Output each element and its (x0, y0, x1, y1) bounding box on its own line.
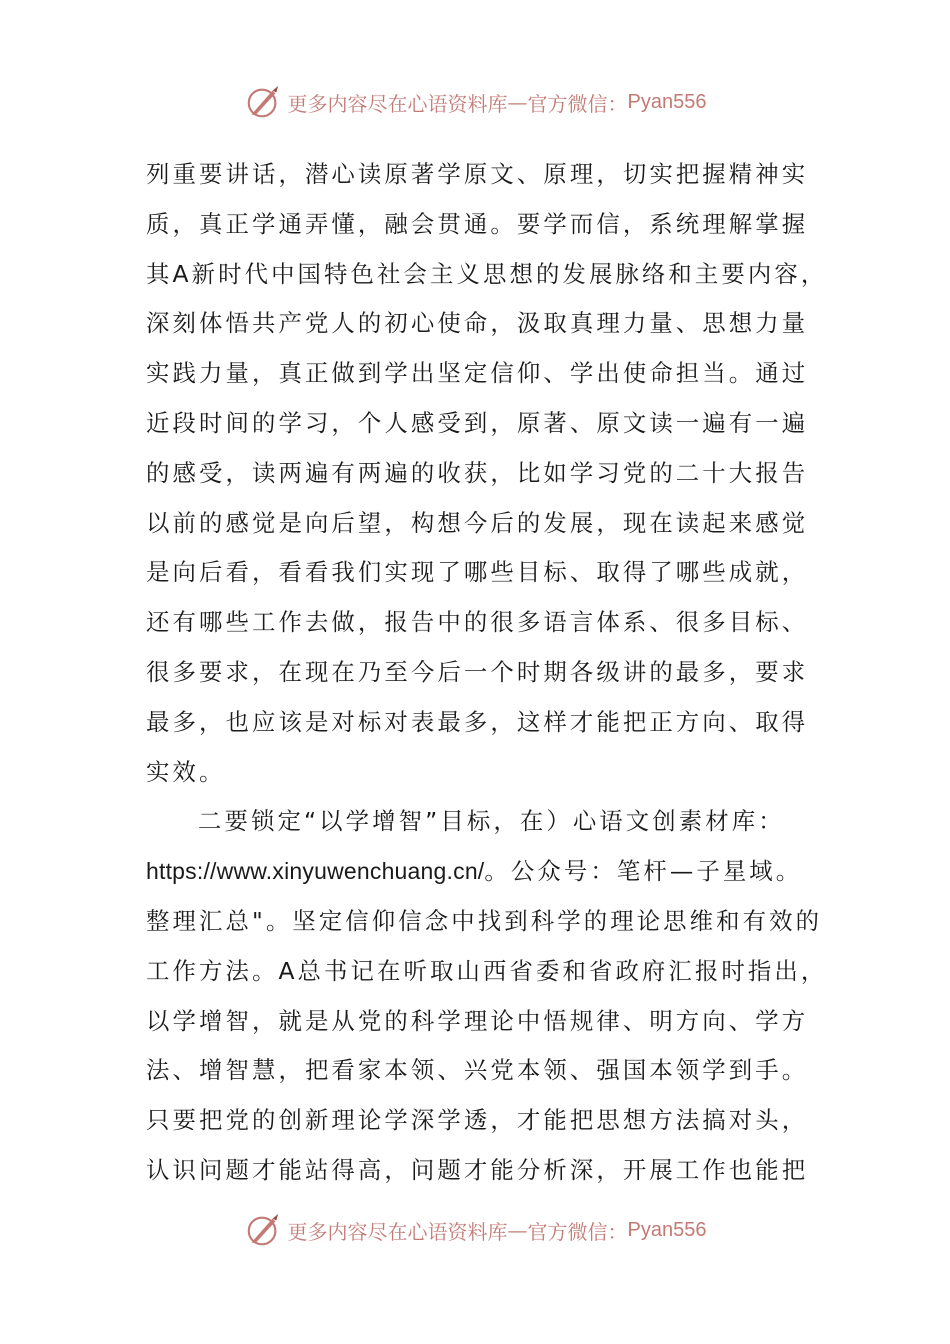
paragraph1-line: 实践力量，真正做到学出坚定信仰、学出使命担当。通过 (146, 359, 809, 388)
website-link[interactable]: https://www.xinyuwenchuang.cn/ (146, 858, 485, 885)
paragraph1-line: 是向后看，看看我们实现了哪些目标、取得了哪些成就， (146, 558, 809, 587)
paragraph1-line: 列重要讲话，潜心读原著学原文、原理，切实把握精神实 (146, 160, 809, 188)
footer-banner-text: 更多内容尽在心语资料库 (287, 1219, 508, 1244)
paragraph2-url-line (146, 847, 826, 897)
paragraph1-line: 很多要求，在现在乃至今后一个时期各级讲的最多，要求 (146, 657, 809, 686)
paragraph2-line: 认识问题才能站得高，问题才能分析深，开展工作也能把 (146, 1155, 809, 1184)
header-banner-text: 更多内容尽在心语资料库 (287, 91, 508, 116)
footer-banner-separator: — (507, 1218, 528, 1242)
paragraph2-line: 法、增智慧，把看家本领、兴党本领、强国本领学到手。 (146, 1056, 809, 1085)
header-watermark-banner (0, 80, 950, 124)
paragraph2-line: 只要把党的创新理论学深学透，才能把思想方法搞对头， (146, 1106, 809, 1135)
footer-banner-wechat-label: 官方微信： (527, 1219, 628, 1244)
paragraph1-line: 近段时间的学习，个人感受到，原著、原文读一遍有一遍 (146, 408, 809, 437)
paragraph1-line: 最多，也应该是对标对表最多，这样才能把正方向、取得 (146, 707, 809, 736)
quill-pen-logo-icon (244, 1211, 282, 1249)
document-body (146, 150, 826, 1196)
paragraph1-line: 实效。 (146, 757, 226, 786)
paragraph1-line: 其A新时代中国特色社会主义思想的发展脉络和主要内容， (146, 259, 828, 288)
header-banner-wechat-id: Pyan556 (627, 90, 707, 113)
paragraph1-line: 以前的感觉是向后望，构想今后的发展，现在读起来感觉 (146, 508, 809, 537)
header-banner-separator: — (507, 90, 528, 114)
url-suffix-text: 。公众号：笔杆—子星域。 (484, 857, 803, 886)
paragraph1-line: 还有哪些工作去做，报告中的很多语言体系、很多目标、 (146, 608, 809, 637)
header-banner-wechat-label: 官方微信： (527, 91, 628, 116)
paragraph1-line: 的感受，读两遍有两遍的收获，比如学习党的二十大报告 (146, 458, 809, 487)
quill-pen-logo-icon (244, 83, 282, 121)
paragraph1-line: 质，真正学通弄懂，融会贯通。要学而信，系统理解掌握 (146, 209, 809, 238)
paragraph2-line: 工作方法。A总书记在听取山西省委和省政府汇报时指出， (146, 956, 828, 985)
footer-watermark-banner (0, 1208, 950, 1252)
paragraph2-line: 整理汇总"。坚定信仰信念中找到科学的理论思维和有效的 (146, 906, 823, 935)
paragraph2-first-line: 二要锁定“以学增智”目标，在）心语文创素材库： (198, 807, 785, 836)
paragraph1-line: 深刻体悟共产党人的初心使命，汲取真理力量、思想力量 (146, 309, 809, 338)
footer-banner-wechat-id: Pyan556 (627, 1218, 707, 1241)
paragraph2-line: 以学增智，就是从党的科学理论中悟规律、明方向、学方 (146, 1006, 809, 1035)
